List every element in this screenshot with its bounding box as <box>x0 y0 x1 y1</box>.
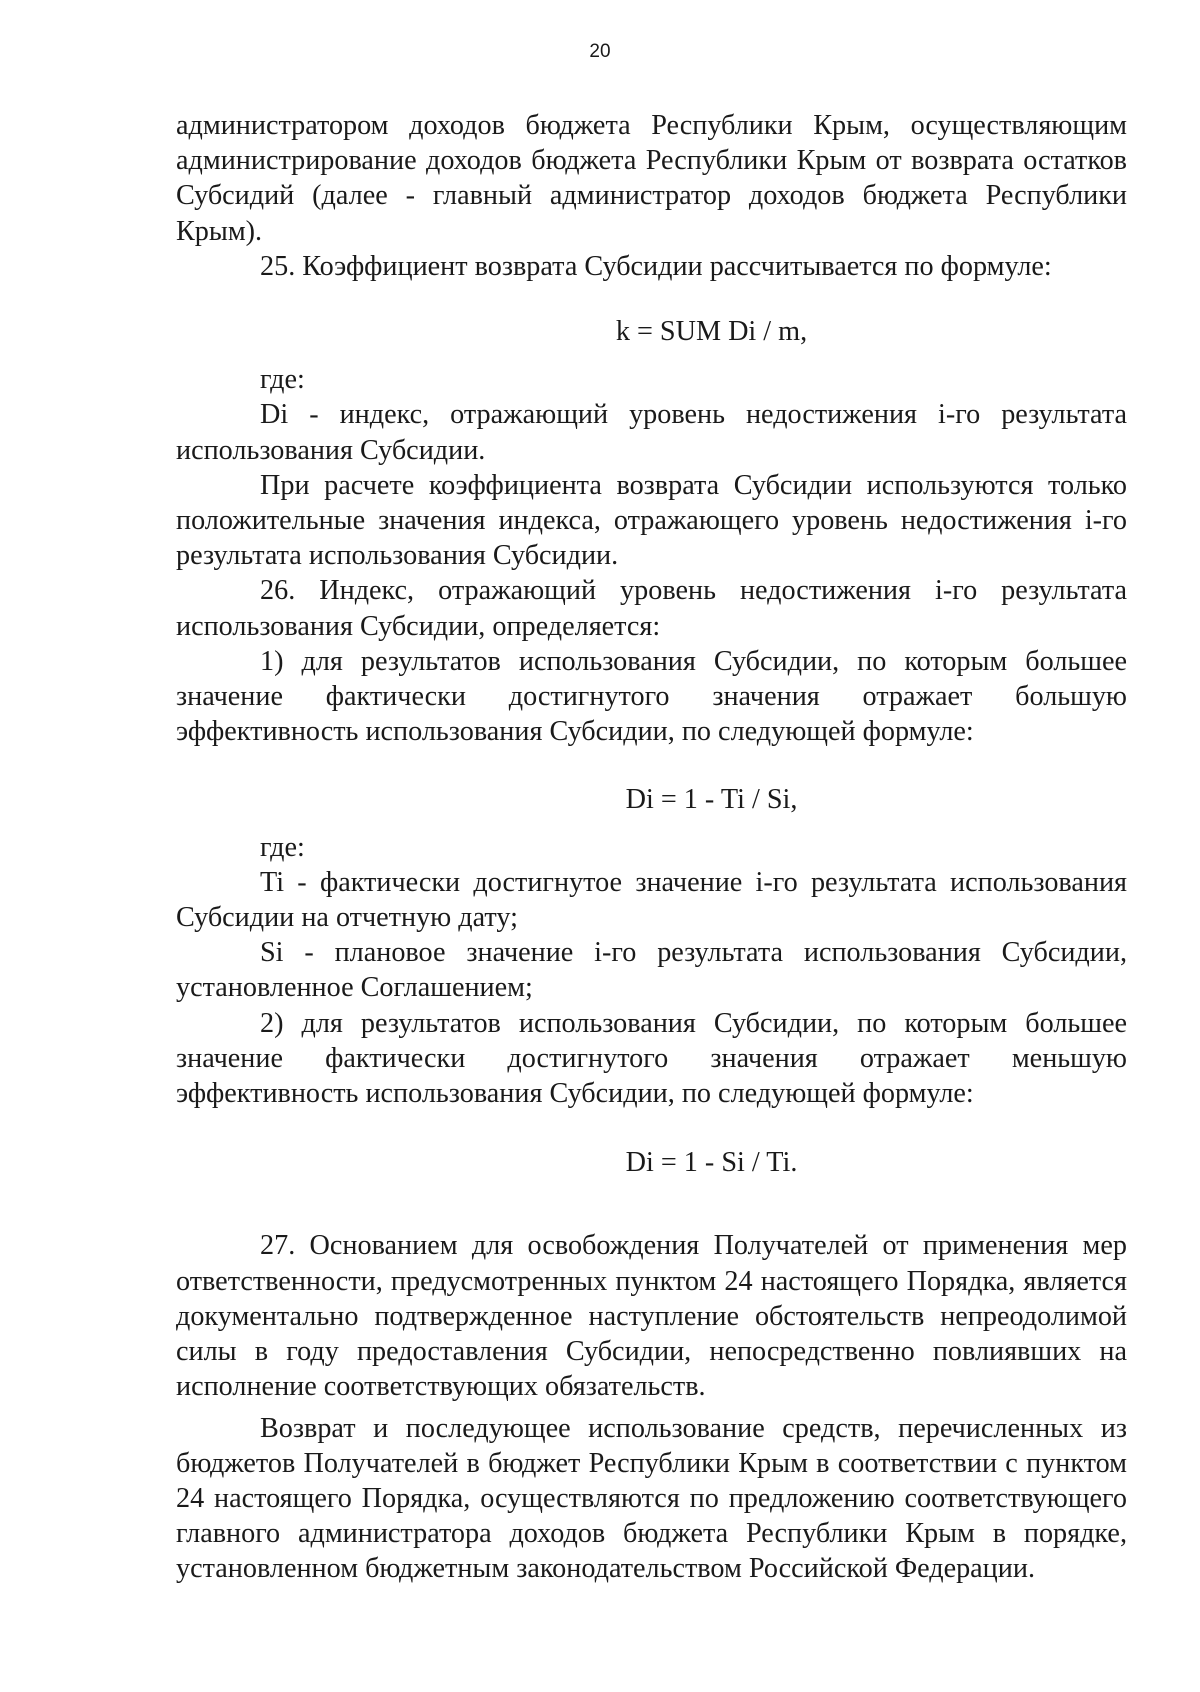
definition-ti: Ti - фактически достигнутое значение i-го результата использования Субсидии на отчетную дату; <box>176 866 1127 934</box>
paragraph-26-2: 2) для результатов использования Субсидии, по которым большее значение фактически достигнутого значения отражает меньшую эффективность использования Субсидии, по следующей формуле: <box>176 1007 1127 1110</box>
paragraph-positive-values: При расчете коэффициента возврата Субсидии используются только положительные значения индекса, отражающего уровень недостижения i-го результата использования Субсидии. <box>176 469 1127 572</box>
formula-di-2: Di = 1 - Si / Ti. <box>625 1147 798 1179</box>
paragraph-27: 27. Основанием для освобождения Получателей от применения мер ответственности, предусмотренных пунктом 24 настоящего Порядка, является документально подтвержденное наступление обстоятельств непреодолимой силы в году предоставления Субсидии, непосредственно повлиявших на исполнение соответствующих обязательств. <box>176 1230 1127 1403</box>
paragraph-26-1: 1) для результатов использования Субсидии, по которым большее значение фактически достигнутого значения отражает большую эффективность использования Субсидии, по следующей формуле: <box>176 645 1127 748</box>
document-body <box>176 108 1127 1587</box>
paragraph-intro: администратором доходов бюджета Республики Крым, осуществляющим администрирование доходов бюджета Республики Крым от возврата остатков Субсидий (далее - главный администратор доходов бюджета Республики Крым). <box>176 110 1127 247</box>
formula-di-1: Di = 1 - Ti / Si, <box>625 784 798 816</box>
paragraph-26: 26. Индекс, отражающий уровень недостижения i-го результата использования Субсидии, определяется: <box>176 575 1127 642</box>
definition-si: Si - плановое значение i-го результата использования Субсидии, установленное Соглашением; <box>176 937 1127 1004</box>
page-number: 20 <box>589 41 611 62</box>
where-label-2: где: <box>260 831 305 863</box>
formula-k: k = SUM Di / m, <box>615 316 808 348</box>
definition-di: Di - индекс, отражающий уровень недостижения i-го результата использования Субсидии. <box>176 399 1127 466</box>
where-label-1: где: <box>260 364 305 396</box>
paragraph-return-funds: Возврат и последующее использование средств, перечисленных из бюджетов Получателей в бюджет Республики Крым в соответствии с пунктом 24 настоящего Порядка, осуществляются по предложению соответствующего главного администратора доходов бюджета Республики Крым в порядке, установленном бюджетным законодательством Российской Федерации. <box>176 1412 1127 1585</box>
paragraph-25: 25. Коэффициент возврата Субсидии рассчитывается по формуле: <box>260 250 1052 282</box>
